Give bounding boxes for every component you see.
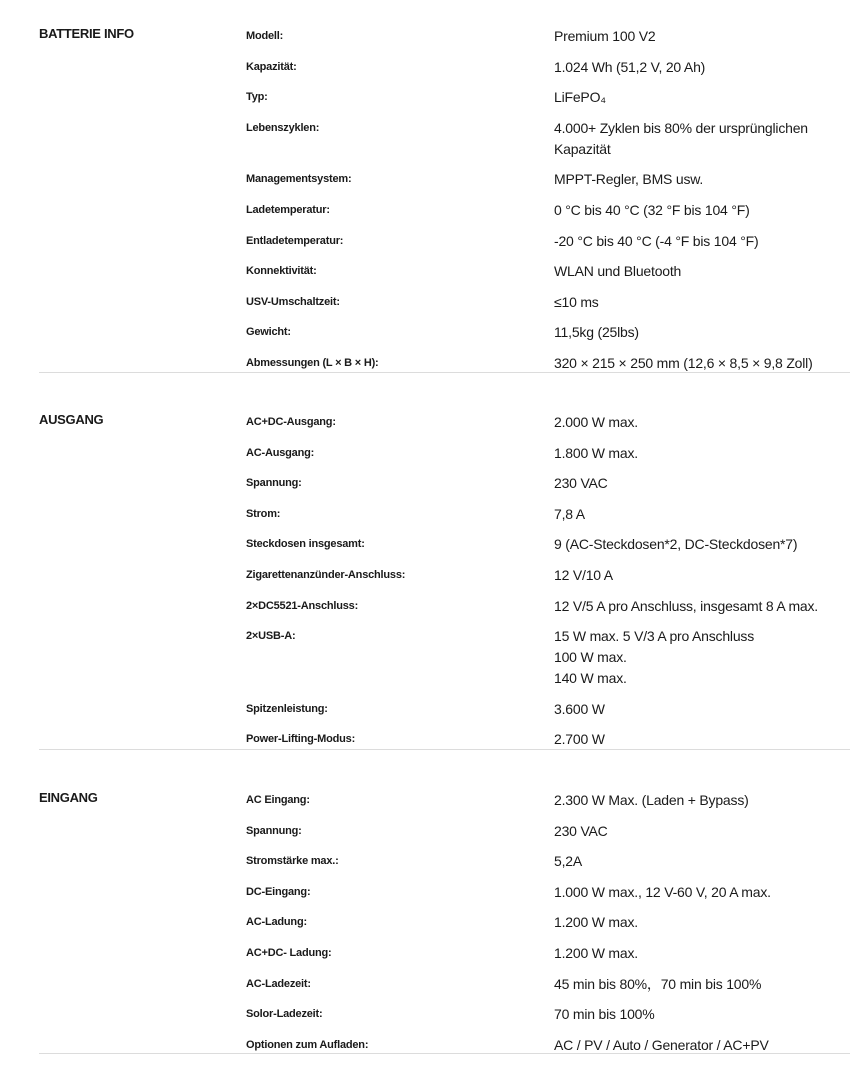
spec-row: [246, 596, 856, 627]
spec-value-line: 2.000 W max.: [554, 414, 638, 430]
spec-label: Typ:: [246, 91, 268, 104]
spec-value: [554, 26, 856, 47]
spec-value-line: 3.600 W: [554, 700, 605, 717]
spec-label: USV-Umschaltzeit:: [246, 295, 340, 308]
spec-value-line: 100 W max.: [554, 649, 627, 666]
spec-value-line: 2.300 W Max. (Laden + Bypass): [554, 792, 749, 808]
spec-value-line: 2.700 W: [554, 731, 605, 748]
section-title: EINGANG: [39, 790, 98, 805]
spec-value-line: 12 V/10 A: [554, 566, 613, 583]
spec-row: [246, 729, 856, 760]
section-divider: [39, 1053, 850, 1054]
spec-value-line: 230 VAC: [554, 475, 608, 492]
spec-value: [554, 565, 856, 586]
spec-value: [554, 821, 856, 842]
spec-row: [246, 169, 856, 200]
spec-value: [554, 412, 856, 433]
spec-value: [554, 57, 856, 78]
spec-value-line: Kapazität: [554, 140, 611, 157]
spec-rows: [246, 26, 856, 384]
spec-label: AC-Ausgang:: [246, 446, 315, 459]
spec-row: [246, 261, 856, 292]
spec-label: Power-Lifting-Modus:: [246, 733, 356, 746]
spec-value-line: 7,8 A: [554, 505, 585, 522]
spec-value: [554, 473, 856, 494]
spec-row: [246, 473, 856, 504]
spec-value-line: Premium 100 V2: [554, 28, 656, 44]
spec-label: Optionen zum Aufladen:: [246, 1038, 369, 1051]
spec-row: [246, 443, 856, 474]
spec-value: [554, 699, 856, 720]
spec-row: [246, 882, 856, 913]
spec-value: [554, 974, 856, 995]
spec-label: Entladetemperatur:: [246, 234, 344, 247]
spec-label: Konnektivität:: [246, 265, 317, 278]
spec-label: Abmessungen (L × B × H):: [246, 356, 379, 369]
spec-value: [554, 912, 856, 933]
spec-value-line: 45 min bis 80%，70 min bis 100%: [554, 975, 762, 992]
spec-value: [554, 729, 856, 750]
spec-value-line: -20 °C bis 40 °C (-4 °F bis 104 °F): [554, 232, 759, 249]
spec-value: [554, 322, 856, 343]
spec-value: [554, 443, 856, 464]
spec-value: [554, 851, 856, 872]
spec-value-line: 4.000+ Zyklen bis 80% der ursprünglichen: [554, 119, 808, 136]
spec-row: [246, 26, 856, 57]
spec-value-line: LiFePO₄: [554, 89, 606, 106]
spec-value: [554, 292, 856, 313]
spec-value: [554, 943, 856, 964]
spec-label: Modell:: [246, 30, 284, 42]
spec-row: [246, 292, 856, 323]
spec-label: Spannung:: [246, 824, 302, 837]
spec-label: Zigarettenanzünder-Anschluss:: [246, 568, 406, 581]
spec-label: Ladetemperatur:: [246, 203, 330, 216]
spec-label: Spannung:: [246, 477, 302, 490]
spec-label: Kapazität:: [246, 60, 297, 73]
spec-value-line: 140 W max.: [554, 670, 627, 687]
spec-row: [246, 504, 856, 535]
spec-label: AC Eingang:: [246, 794, 310, 806]
section-title: BATTERIE INFO: [39, 26, 134, 41]
spec-value-line: 12 V/5 A pro Anschluss, insgesamt 8 A max.: [554, 597, 818, 614]
spec-row: [246, 353, 856, 384]
spec-label: AC-Ladezeit:: [246, 977, 311, 990]
spec-label: Gewicht:: [246, 326, 291, 339]
spec-value: [554, 596, 856, 617]
spec-row: [246, 534, 856, 565]
spec-value-line: ≤10 ms: [554, 293, 599, 310]
spec-rows: [246, 412, 856, 760]
spec-row: [246, 912, 856, 943]
spec-row: [246, 57, 856, 88]
spec-value: [554, 87, 856, 108]
spec-label: Spitzenleistung:: [246, 702, 328, 715]
spec-value-line: 1.000 W max., 12 V-60 V, 20 A max.: [554, 883, 771, 900]
spec-value-line: 70 min bis 100%: [554, 1006, 655, 1023]
spec-row: [246, 565, 856, 596]
spec-row: [246, 943, 856, 974]
spec-value: [554, 790, 856, 811]
spec-label: Steckdosen insgesamt:: [246, 538, 365, 551]
spec-row: [246, 118, 856, 170]
spec-row: [246, 87, 856, 118]
spec-value-line: WLAN und Bluetooth: [554, 263, 682, 280]
spec-value-line: AC / PV / Auto / Generator / AC+PV: [554, 1036, 769, 1053]
spec-value: [554, 169, 856, 190]
spec-rows: [246, 790, 856, 1065]
section-divider: [39, 372, 850, 373]
spec-label: DC-Eingang:: [246, 885, 311, 898]
spec-value-line: 1.200 W max.: [554, 944, 638, 961]
spec-value: [554, 1004, 856, 1025]
spec-value: [554, 353, 856, 374]
spec-label: Stromstärke max.:: [246, 855, 339, 868]
spec-value-line: MPPT-Regler, BMS usw.: [554, 171, 704, 188]
spec-value: [554, 261, 856, 282]
spec-label: Solor-Ladezeit:: [246, 1008, 323, 1021]
spec-label: Lebenszyklen:: [246, 121, 320, 134]
spec-value-line: 1.024 Wh (51,2 V, 20 Ah): [554, 58, 706, 75]
spec-value-line: 5,2A: [554, 853, 582, 870]
spec-value-line: 1.200 W max.: [554, 914, 638, 931]
spec-value-line: 320 × 215 × 250 mm (12,6 × 8,5 × 9,8 Zoll): [554, 354, 813, 371]
spec-label: Managementsystem:: [246, 173, 352, 186]
spec-value-line: 1.800 W max.: [554, 444, 638, 461]
spec-row: [246, 231, 856, 262]
spec-label: Strom:: [246, 507, 281, 520]
spec-row: [246, 821, 856, 852]
spec-value: [554, 626, 856, 689]
spec-value-line: 0 °C bis 40 °C (32 °F bis 104 °F): [554, 201, 750, 218]
spec-label: AC+DC- Ladung:: [246, 946, 332, 959]
section-title: AUSGANG: [39, 412, 104, 427]
spec-value-line: 230 VAC: [554, 822, 608, 839]
spec-value-line: 9 (AC-Steckdosen*2, DC-Steckdosen*7): [554, 536, 798, 553]
spec-row: [246, 851, 856, 882]
spec-row: [246, 699, 856, 730]
spec-value: [554, 534, 856, 555]
spec-label: 2×DC5521-Anschluss:: [246, 599, 359, 612]
spec-row: [246, 322, 856, 353]
spec-row: [246, 200, 856, 231]
spec-label: AC+DC-Ausgang:: [246, 416, 336, 428]
spec-value: [554, 882, 856, 903]
spec-value-line: 15 W max. 5 V/3 A pro Anschluss: [554, 628, 755, 645]
spec-label: 2×USB-A:: [246, 630, 296, 643]
spec-value: [554, 200, 856, 221]
spec-label: AC-Ladung:: [246, 916, 307, 929]
spec-row: [246, 1035, 856, 1065]
spec-value: [554, 118, 856, 160]
spec-row: [246, 1004, 856, 1035]
spec-row: [246, 412, 856, 443]
spec-row: [246, 626, 856, 699]
spec-row: [246, 974, 856, 1005]
section-divider: [39, 749, 850, 750]
spec-row: [246, 790, 856, 821]
spec-value-line: 11,5kg (25lbs): [554, 324, 639, 341]
spec-value: [554, 504, 856, 525]
spec-value: [554, 231, 856, 252]
